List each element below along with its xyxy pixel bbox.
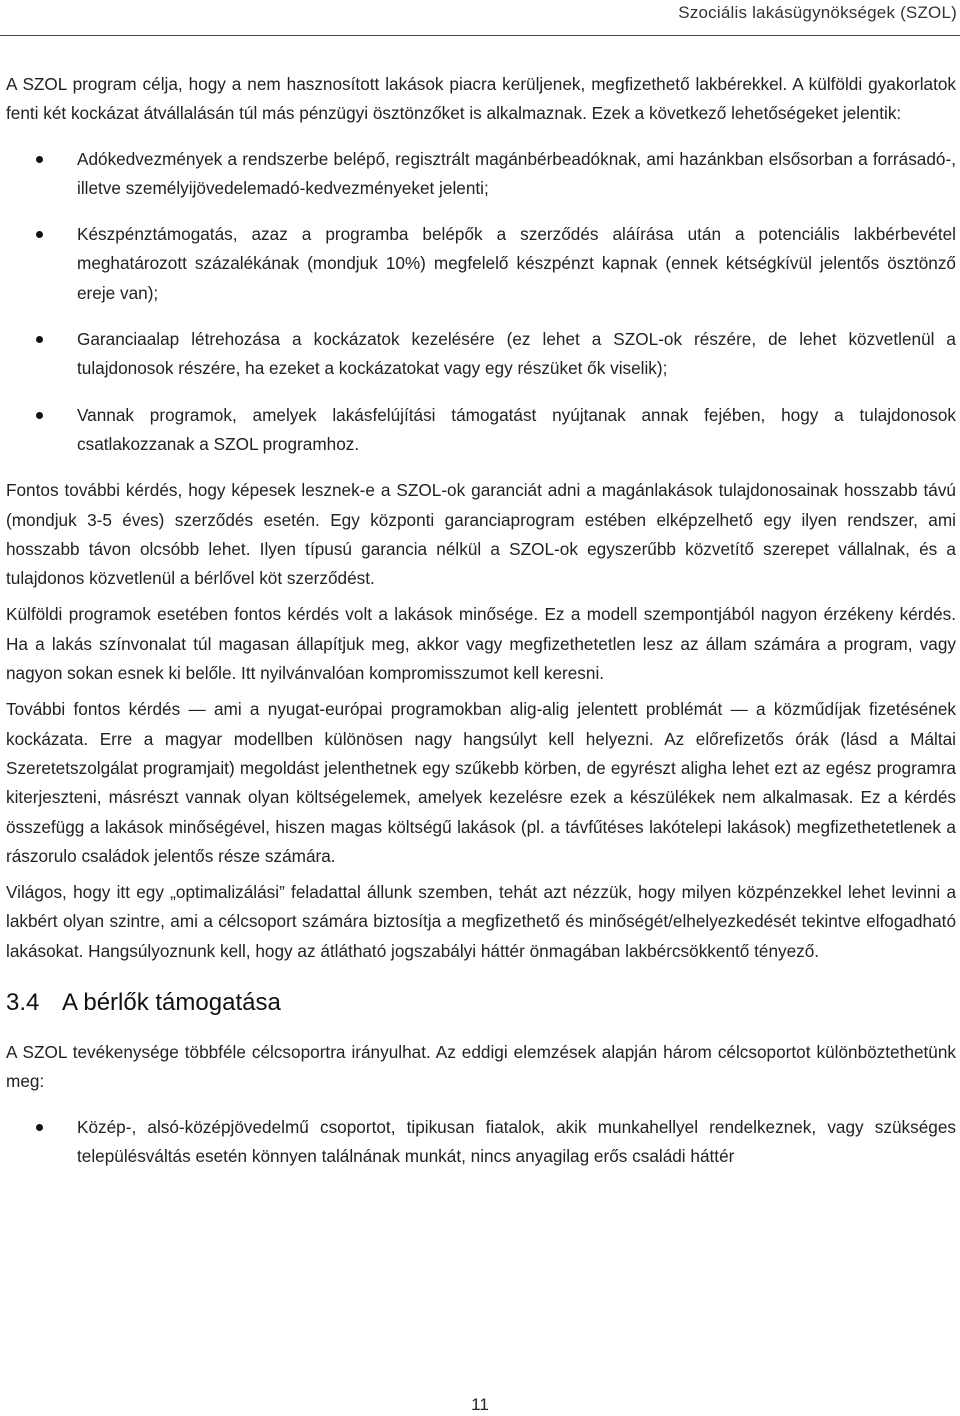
paragraph: Világos, hogy itt egy „optimalizálási” feladattal állunk szemben, tehát azt nézzük, hogy milyen közpénzekkel lehet levinni a lakbért olyan szintre, ami a célcsoport számára biztosítja a megfizethető és minőségét/elhelyezkedését tekintve elfogadható lakásokat. Hangsúlyoznunk kell, hogy az átlátható jogszabályi háttér önmagában lakbércsökkentő tényező. — [6, 882, 956, 961]
bullet-list-incentives — [6, 145, 956, 460]
list-item: Adókedvezmények a rendszerbe belépő, regisztrált magánbérbeadóknak, ami hazánkban elsősorban a forrásadó-, illetve személyijövedelemadó-kedvezményeket jelenti; — [6, 145, 956, 204]
list-item: Vannak programok, amelyek lakásfelújítási támogatást nyújtanak annak fejében, hogy a tulajdonosok csatlakozzanak a SZOL programhoz. — [6, 401, 956, 460]
bullet-list-target-groups — [6, 1113, 956, 1172]
list-item: Garanciaalap létrehozása a kockázatok kezelésére (ez lehet a SZOL-ok részére, de lehet közvetlenül a tulajdonosok részére, ha ezeket a kockázatokat vagy egy részüket ők viselik); — [6, 325, 956, 384]
paragraph: A SZOL program célja, hogy a nem hasznosított lakások piacra kerüljenek, megfizethető lakbérekkel. A külföldi gyakorlatok fenti két kockázat átvállalásán túl más pénzügyi ösztönzőket is alkalmaznak. Ezek a következő lehetőségeket jelentik: — [6, 74, 956, 124]
section-title: A bérlők támogatása — [62, 989, 281, 1017]
paragraph: A SZOL tevékenysége többféle célcsoportra irányulhat. Az eddigi elemzések alapján három célcsoportot különböztethetünk meg: — [6, 1042, 956, 1092]
list-item: Készpénztámogatás, azaz a programba belépők a szerződés aláírása után a potenciális lakbérbevétel meghatározott százalékának (mondjuk 10%) megfelelő készpénzt kapnak (ennek kétségkívül jelentős ösztönző ereje van); — [6, 220, 956, 308]
list-item: Közép-, alsó-középjövedelmű csoportot, tipikusan fiatalok, akik munkahellyel rendelkeznek, vagy szükséges településváltás esetén könnyen találnának munkát, nincs anyagilag erős családi háttér — [6, 1113, 956, 1172]
paragraph: Külföldi programok esetében fontos kérdés volt a lakások minősége. Ez a modell szempontjából nagyon érzékeny kérdés. Ha a lakás színvonalat túl magasan állapítjuk meg, akkor vagy megfizethetetlen lesz az állam számára a program, vagy nagyon sokan esnek ki belőle. Itt nyilvánvalóan kompromisszumot kell keresni. — [6, 604, 956, 684]
running-header: Szociális lakásügynökségek (SZOL) — [678, 3, 957, 22]
paragraph: Fontos további kérdés, hogy képesek lesznek-e a SZOL-ok garanciát adni a magánlakások tulajdonosainak hosszabb távú (mondjuk 3-5 éves) szerződés esetén. Egy központi garanciaprogram estében elképzelhető egy ilyen rendszer, ami hosszabb távon olcsóbb lehet. Ilyen típusú garancia nélkül a SZOL-ok egyszerűbb közvetítő szerepet vállalnak, és a tulajdonos közvetlenül a bérlővel köt szerződést. — [6, 480, 956, 589]
page-number: 11 — [471, 1395, 489, 1414]
section-number: 3.4 — [6, 989, 40, 1017]
paragraph: További fontos kérdés — ami a nyugat-európai programokban alig-alig jelentett problémát — a közműdíjak fizetésének kockázata. Erre a magyar modellben különösen nagy hangsúlyt kell helyezni. Az előrefizetős órák (lásd a Máltai Szeretetszolgálat programjait) megoldást jelenthetnek egy szűkebb körben, de egyrészt aligha lehet ezt az egész programra kiterjeszteni, másrészt vannak olyan költségelemek, amelyek kezelésre ezek a készülékek nem alkalmasak. Ez a kérdés összefügg a lakások minőségével, hiszen magas költségű lakások (pl. a távfűtéses lakótelepi lakások) megfizethetetlenek a rászorulo családok jelentős része számára. — [6, 699, 956, 866]
document-body — [6, 70, 956, 1188]
section-heading — [6, 988, 956, 1018]
header-rule — [0, 35, 960, 36]
